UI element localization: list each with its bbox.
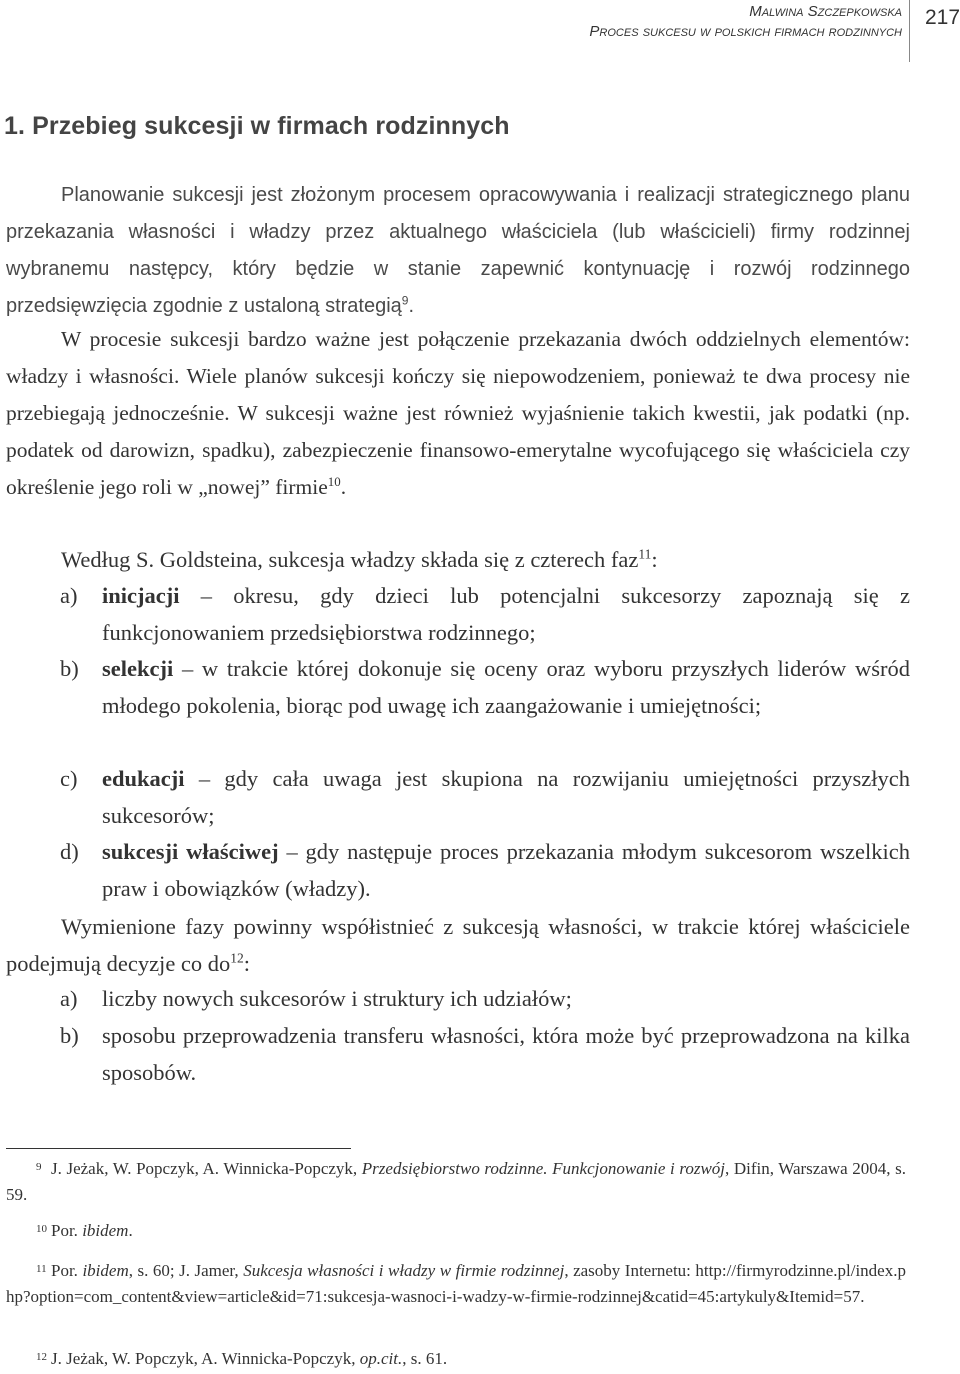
footnote-ref[interactable]: 10 [327,474,341,489]
decision-text: liczby nowych sukcesorów i struktury ich udziałów; [102,986,572,1011]
footnote-ref[interactable]: 12 [230,950,244,966]
list-item [60,1018,910,1091]
section-heading: 1. Przebieg sukcesji w firmach rodzinnych [4,112,510,140]
footnote-number: 9 [36,1161,42,1173]
list-item [60,981,910,1018]
list-item [60,761,910,834]
phase-term: sukcesji właściwej [102,839,279,864]
cited-title: Sukcesja własności i władzy w firmie rodzinnej [243,1261,565,1280]
phase-term: inicjacji [102,583,180,608]
header-title: Proces sukcesu w polskich firmach rodzinnych [589,23,902,40]
list-marker: d) [60,839,79,864]
source-url[interactable]: , zasoby Internetu: http://firmyrodzinne.pl/index.php?option=com_content&view=article&id=71:sukcesja-wasnoci-i-wadzy-w-firmie-rodzinnej&catid=45:artykuly&Itemid=57. [6,1261,906,1306]
list-marker: a) [60,583,78,608]
cited-title: ibidem [82,1221,129,1240]
phase-description: – w trakcie której dokonuje się oceny oraz wyboru przyszłych liderów wśród młodego pokolenia, biorąc pod uwagę ich zaangażowanie i umiejętności; [102,656,910,718]
list-marker: b) [60,1023,79,1048]
footnote-number: 12 [36,1351,47,1363]
list-marker: c) [60,766,78,791]
page-number: 217 [925,6,960,29]
decision-text: sposobu przeprowadzenia transferu własności, która może być przeprowadzona na kilka sposobów. [102,1023,910,1085]
paragraph-text: Planowanie sukcesji jest złożonym procesem opracowywania i realizacji strategicznego planu przekazania własności i władzy przez aktualnego właściciela (lub właścicieli) firmy rodzinnej wybranemu następcy, który będzie w stanie zapewnić kontynuację i rozwój rodzinnego przedsięwzięcia zgodnie z ustaloną strategią [6,184,910,317]
footnote: 9 J. Jeżak, W. Popczyk, A. Winnicka-Popczyk, Przedsiębiorstwo rodzinne. Funkcjonowanie i rozwój, Difin, Warszawa 2004, s. 59. [6,1156,906,1208]
paragraph-ownership: Wymienione fazy powinny współistnieć z sukcesją własności, w trakcie której właściciele podejmują decyzje co $do^{12}$: [6,914,910,976]
footnote: 12 J. Jeżak, W. Popczyk, A. Winnicka-Popczyk, op.cit., s. 61. [6,1346,906,1372]
footnote-divider [6,1148,351,1149]
header-author: Malwina Szczepkowska [749,3,902,20]
phase-description: – okresu, gdy dzieci lub potencjalni sukcesorzy zapoznają się z funkcjonowaniem przedsiębiorstwa rodzinnego; [102,583,910,645]
paragraph-text: Według S. Goldsteina, sukcesja władzy składa się z czterech faz [61,547,639,572]
footnote-number: 11 [36,1263,47,1275]
phase-description: – gdy cała uwaga jest skupiona na rozwijaniu umiejętności przyszłych sukcesorów; [102,766,910,828]
paragraph-definition: Planowanie sukcesji jest złożonym procesem opracowywania i realizacji strategicznego planu przekazania własności i władzy przez aktualnego właściciela (lub właścicieli) firmy rodzinnej wybranemu następcy, który będzie w stanie zapewnić kontynuację i rozwój rodzinnego przedsięwzięcia zgodnie z ustaloną strategią$^9$. [6,184,910,317]
list-item [60,834,910,907]
cited-title: Przedsiębiorstwo rodzinne. Funkcjonowanie i rozwój [361,1159,726,1178]
footnote-number: 10 [36,1223,47,1235]
footnote: 11 Por. ibidem, s. 60; J. Jamer, Sukcesja własności i władzy w firmie rodzinnej, zasoby Internetu: http://firmyrodzinne.pl/index.php?option=com_content&view=article&id=71:sukcesja-wasnoci-i-wadzy-w-firmie-rodzinnej&catid=45:artykuly&Itemid=57. [6,1258,906,1310]
list-marker: b) [60,656,79,681]
running-header [0,0,960,70]
list-marker: a) [60,986,78,1011]
paragraph-text: W procesie sukcesji bardzo ważne jest połączenie przekazania dwóch oddzielnych elementów: władzy i własności. Wiele planów sukcesji kończy się niepowodzeniem, ponieważ te dwa procesy nie przebiegają jednocześnie. W sukcesji ważne jest również wyjaśnienie takich kwestii, jak podatki (np. podatek od darowizn, spadku), zabezpieczenie finansowo-emerytalne wycofującego się właściciela czy określenie jego roli w „nowej” firmie [6,327,910,499]
cited-title: op.cit. [359,1349,403,1368]
phase-description: – gdy następuje proces przekazania młodym sukcesorom wszelkich praw i obowiązków (władzy). [102,839,910,901]
cited-title: ibidem [82,1261,129,1280]
footnote: 10 Por. ibidem. [6,1218,906,1244]
list-item [60,651,910,724]
phase-term: edukacji [102,766,185,791]
footnote-ref[interactable]: 11 [638,546,652,562]
header-divider [909,0,910,62]
paragraph-text: Wymienione fazy powinny współistnieć z sukcesją własności, w trakcie której właściciele podejmują decyzje co do [6,914,910,976]
paragraph-phases-intro: Według S. Goldsteina, sukcesja władzy składa się z czterech faz$^{11}$: [61,546,658,572]
paragraph-importance: W procesie sukcesji bardzo ważne jest połączenie przekazania dwóch oddzielnych elementów: władzy i własności. Wiele planów sukcesji kończy się niepowodzeniem, ponieważ te dwa procesy nie przebiegają jednocześnie. W sukcesji ważne jest również wyjaśnienie takich kwestii, jak podatki (np. podatek od darowizn, spadku), zabezpieczenie finansowo-emerytalne wycofującego się właściciela czy określenie jego roli w „nowej” firmie$^{10}$. [6,327,910,499]
list-item [60,578,910,651]
footnote-ref[interactable]: 9 [401,293,409,308]
phase-term: selekcji [102,656,174,681]
